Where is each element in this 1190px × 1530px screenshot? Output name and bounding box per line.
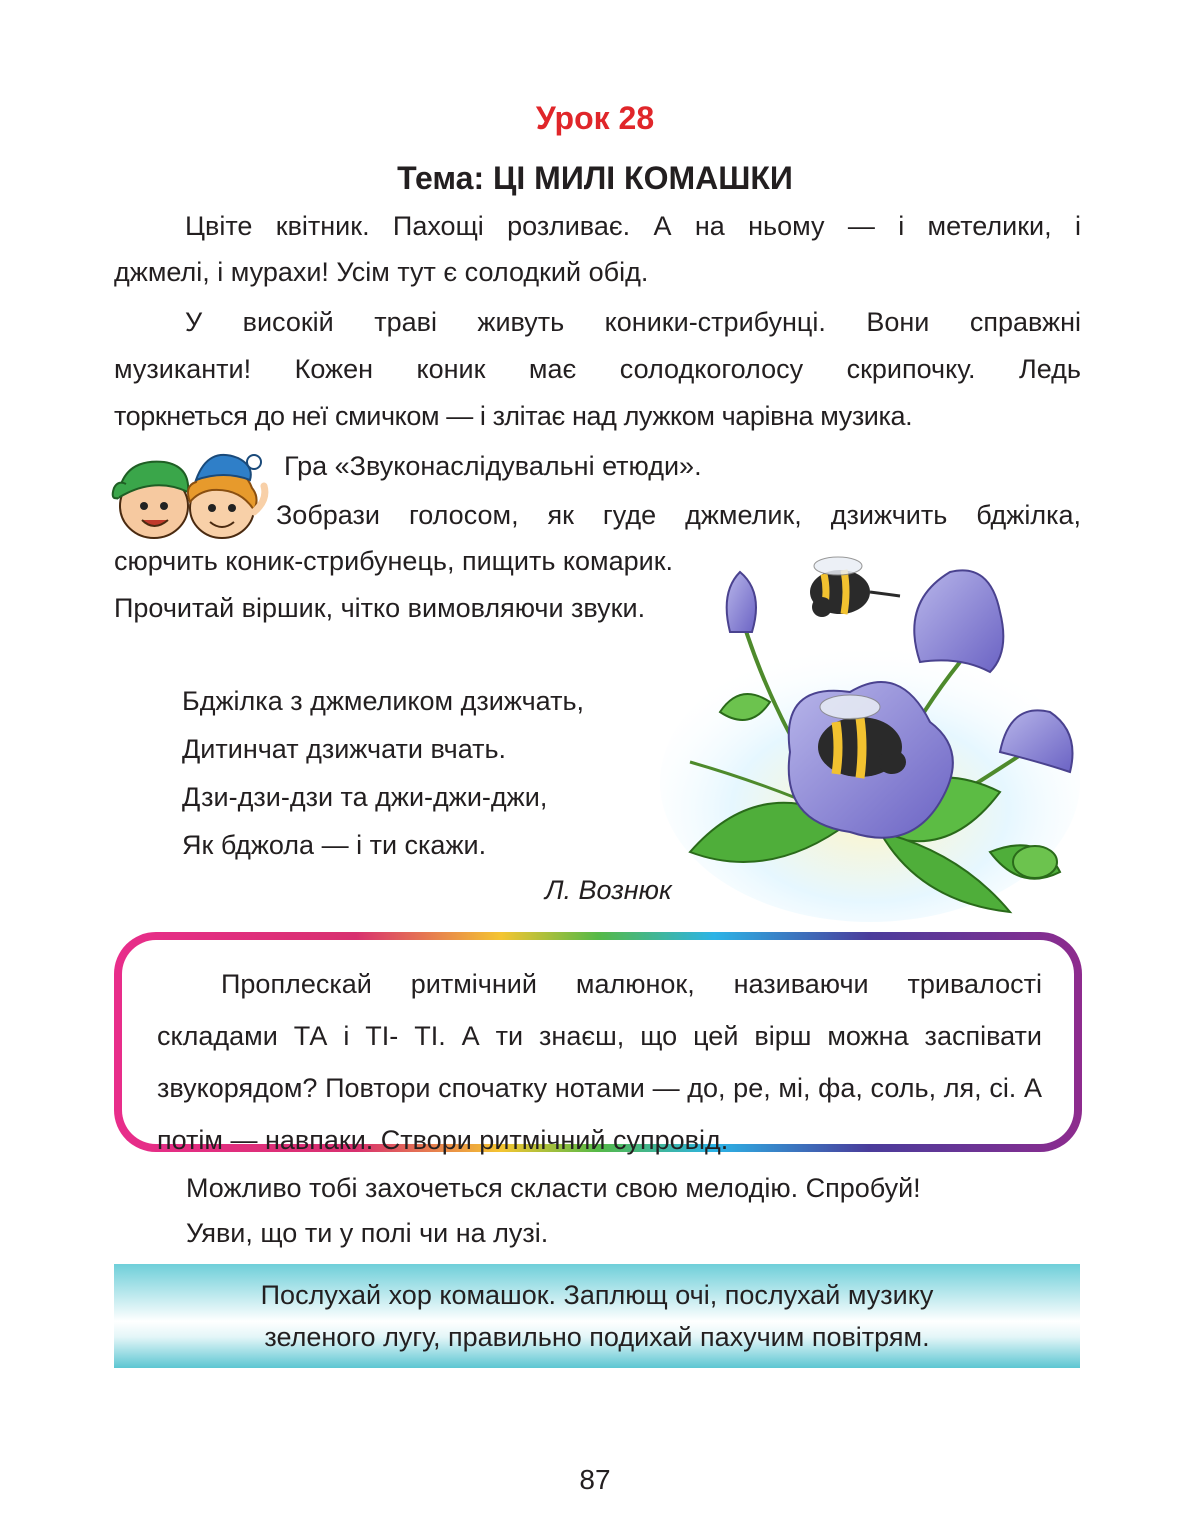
banner-line: Послухай хор комашок. Заплющ очі, послухай музику bbox=[260, 1280, 934, 1310]
intro-line: У високій траві живуть коники-стрибунці. Вони справжні bbox=[185, 307, 1081, 337]
task-box bbox=[114, 932, 1082, 1155]
bellflower-bee-illustration bbox=[660, 552, 1080, 924]
intro-line: джмелі, і мурахи! Усім тут є солодкий обід. bbox=[114, 257, 649, 287]
game-line: сюрчить коник-стрибунець, пищить комарик. bbox=[114, 546, 674, 576]
page-number: 87 bbox=[579, 1464, 611, 1495]
banner-line: зеленого лугу, правильно подихай пахучим повітрям. bbox=[264, 1322, 930, 1352]
poem-author: Л. Вознюк bbox=[545, 875, 672, 905]
lesson-title: Урок 28 bbox=[535, 100, 655, 136]
kids-illustration bbox=[104, 440, 274, 546]
intro-line: Цвіте квітник. Пахощі розливає. А на ньому — і метелики, і bbox=[185, 211, 1081, 241]
poem-line: Як бджола — і ти скажи. bbox=[182, 830, 487, 860]
topic-title: Тема: ЦІ МИЛІ КОМАШКИ bbox=[397, 160, 793, 196]
after-line: Можливо тобі захочеться скласти свою мелодію. Спробуй! bbox=[186, 1173, 921, 1203]
listen-banner bbox=[114, 1264, 1080, 1368]
intro-line: музиканти! Кожен коник має солодкоголосу скрипочку. Ледь bbox=[114, 354, 1081, 384]
after-line: Уяви, що ти у полі чи на лузі. bbox=[186, 1218, 549, 1248]
task-text: Проплескай ритмічний малюнок, називаючи тривалості складами ТА і ТІ- ТІ. А ти знаєш, що цей вірш можна заспівати звукорядом? Повтори спочатку нотами — до, ре, мі, фа, соль, ля, сі. А потім — навпаки. Створи ритмічний супровід. bbox=[157, 969, 1042, 1155]
poem bbox=[182, 677, 584, 869]
poem-line: Бджілка з джмеликом дзижчать, bbox=[182, 686, 585, 716]
game-line: Зобрази голосом, як гуде джмелик, дзижчить бджілка, bbox=[276, 500, 1081, 530]
read-instruction: Прочитай віршик, чітко вимовляючи звуки. bbox=[114, 593, 646, 623]
game-title: Гра «Звуконаслідувальні етюди». bbox=[284, 451, 702, 481]
intro-line: торкнеться до неї смичком — і злітає над лужком чарівна музика. bbox=[114, 401, 913, 431]
poem-line: Дзи-дзи-дзи та джи-джи-джи, bbox=[182, 782, 548, 812]
poem-line: Дитинчат дзижчати вчать. bbox=[182, 734, 507, 764]
